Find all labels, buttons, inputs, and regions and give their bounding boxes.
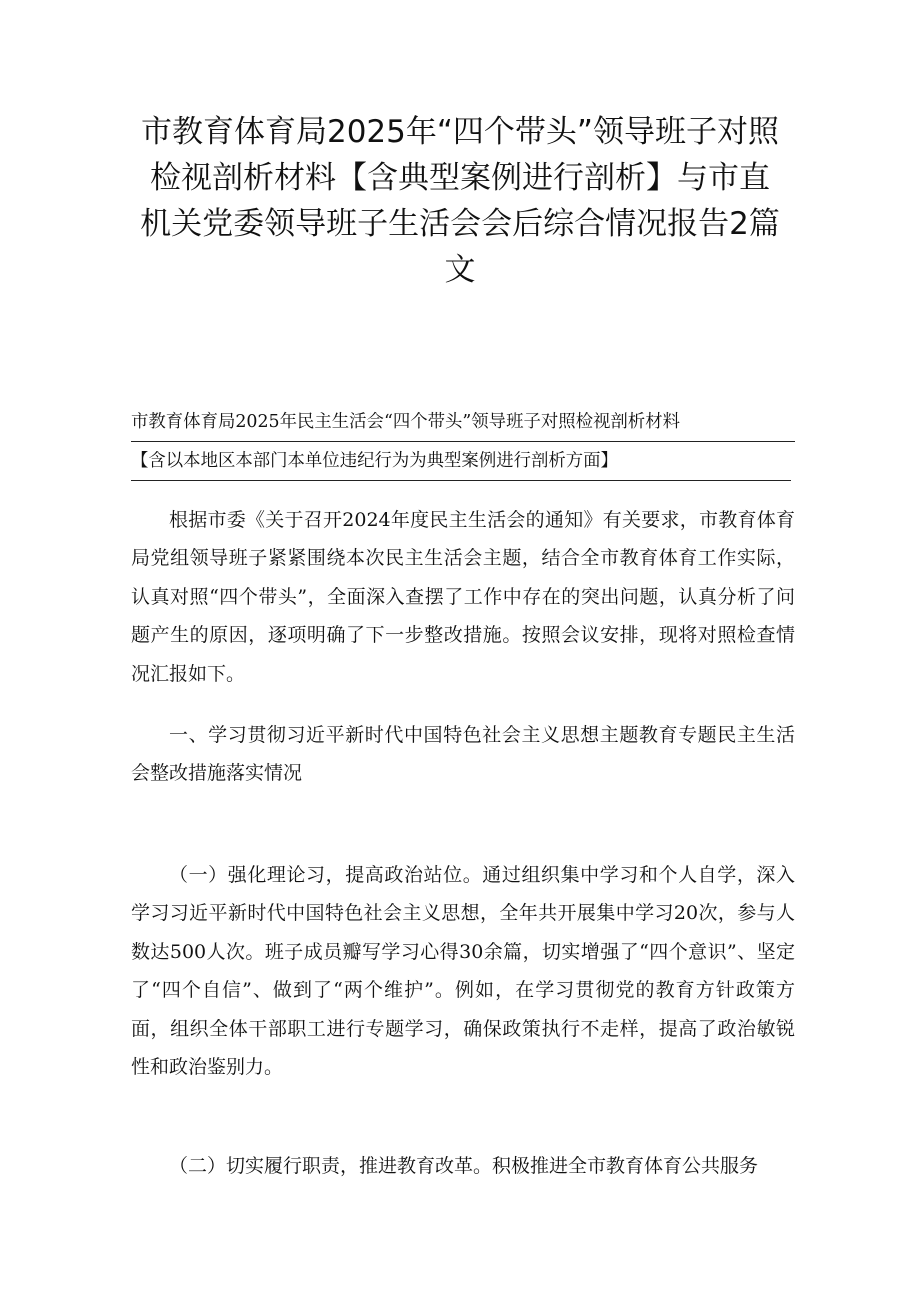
subsection-two-paragraph: （二）切实履行职责，推进教育改革。积极推进全市教育体育公共服务 — [169, 1155, 759, 1177]
document-title: 市教育体育局2025年“四个带头”领导班子对照检视剖析材料【含典型案例进行剖析】与市直机关党委领导班子生活会会后综合情况报告2篇文 — [140, 114, 780, 288]
section-one-heading: 一、学习贯彻习近平新时代中国特色社会主义思想主题教育专题民主生活会整改措施落实情况 — [131, 724, 795, 785]
section-heading — [131, 403, 795, 481]
subsection-one-paragraph: （一）强化理论习，提高政治站位。通过组织集中学习和个人自学，深入学习习近平新时代中国特色社会主义思想，全年共开展集中学习20次，参与人数达500人次。班子成员瓣写学习心得30余篇，切实增强了“四个意识”、坚定了“四个自信”、做到了“两个维护”。例如，在学习贯彻党的教育方针政策方面，组织全体干部职工进行专题学习，确保政策执行不走样，提高了政治敏锐性和政治鉴别力。 — [131, 864, 795, 1079]
section-heading-line-2: 【含以本地区本部门本单位违纪行为为典型案例进行剖析方面】 — [131, 442, 791, 481]
intro-paragraph: 根据市委《关于召开2024年度民主生活会的通知》有关要求，市教育体育局党组领导班子紧紧围绕本次民主生活会主题，结合全市教育体育工作实际，认真对照“四个带头”，全面深入查摆了工作中存在的突出问题，认真分析了问题产生的原因，逐项明确了下一步整改措施。按照会议安排，现将对照检查情况汇报如下。 — [131, 509, 795, 685]
section-heading-line-1: 市教育体育局2025年民主生活会“四个带头”领导班子对照检视剖析材料 — [131, 403, 795, 442]
